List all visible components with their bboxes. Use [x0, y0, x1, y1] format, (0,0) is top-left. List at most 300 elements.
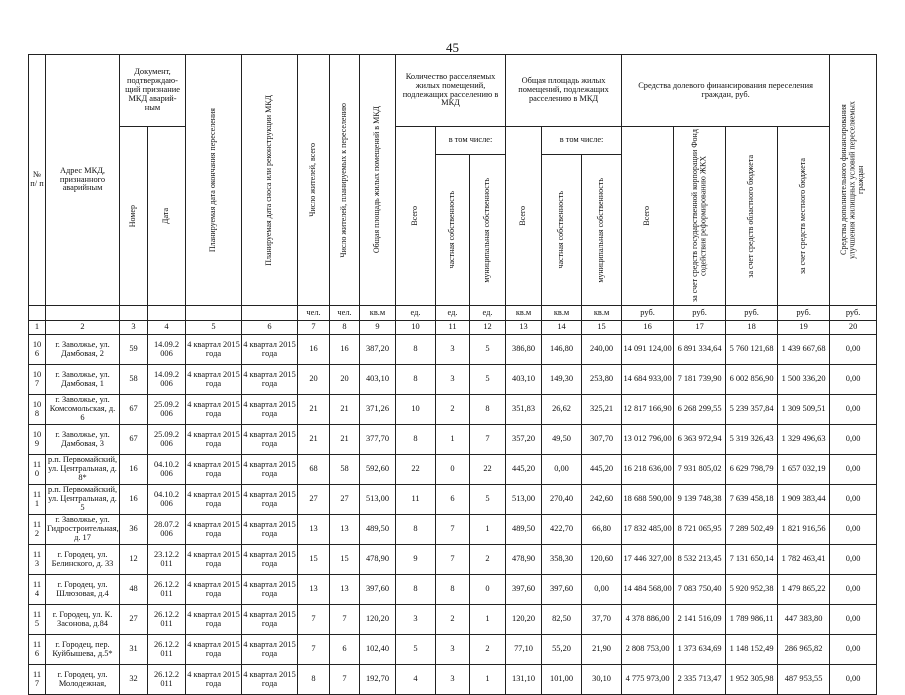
header-area-total — [506, 127, 542, 306]
address-cell: г. Заволжье, ул. Дамбовая, 2 — [46, 335, 120, 365]
data-cell: 6 — [436, 485, 470, 515]
data-cell: 8 — [396, 515, 436, 545]
data-cell: 1 821 916,56 — [778, 515, 830, 545]
data-cell: 8 — [396, 575, 436, 605]
data-cell: 146,80 — [542, 335, 582, 365]
unit-cell: кв.м — [542, 306, 582, 321]
column-index-cell: 11 — [436, 321, 470, 335]
data-cell: 26.12.2 011 — [148, 575, 186, 605]
data-cell: 7 289 502,49 — [726, 515, 778, 545]
data-cell: 25.09.2 006 — [148, 425, 186, 455]
data-cell: 2 — [436, 395, 470, 425]
column-index-cell: 18 — [726, 321, 778, 335]
data-cell: 1 909 383,44 — [778, 485, 830, 515]
data-cell: 192,70 — [360, 665, 396, 695]
header-count-private — [436, 155, 470, 306]
data-cell: 1 373 634,69 — [674, 635, 726, 665]
address-cell: г. Городец, пер. Куйбышева, д.5* — [46, 635, 120, 665]
data-cell: 7 131 650,14 — [726, 545, 778, 575]
data-cell: 20 — [298, 365, 330, 395]
data-cell: 22 — [470, 455, 506, 485]
data-cell: 04.10.2 006 — [148, 485, 186, 515]
data-cell: 445,20 — [582, 455, 622, 485]
data-cell: 55,20 — [542, 635, 582, 665]
column-index-cell: 7 — [298, 321, 330, 335]
data-cell: 68 — [298, 455, 330, 485]
data-cell: 1 — [470, 605, 506, 635]
unit-cell: ед. — [436, 306, 470, 321]
data-cell: 0,00 — [830, 455, 877, 485]
data-cell: 16 — [120, 455, 148, 485]
data-cell: 11 6 — [29, 635, 46, 665]
data-cell: 8 — [470, 395, 506, 425]
data-cell: 11 0 — [29, 455, 46, 485]
column-index-cell: 1 — [29, 321, 46, 335]
data-cell: 5 — [470, 335, 506, 365]
unit-cell: чел. — [298, 306, 330, 321]
data-cell: 2 — [470, 635, 506, 665]
data-cell: 4 квартал 2015 года — [242, 485, 298, 515]
data-cell: 478,90 — [360, 545, 396, 575]
data-cell: 286 965,82 — [778, 635, 830, 665]
table-row — [29, 365, 877, 395]
table-row — [29, 575, 877, 605]
header-planned-demolish — [242, 55, 298, 306]
header-fund-corp-text: за счет средств государственной корпорации Фонд содействия реформированию ЖКХ — [690, 129, 708, 303]
data-cell: 82,50 — [542, 605, 582, 635]
data-cell: 10 9 — [29, 425, 46, 455]
data-cell: 131,10 — [506, 665, 542, 695]
data-cell: 26.12.2 011 — [148, 605, 186, 635]
column-index-cell: 13 — [506, 321, 542, 335]
data-cell: 14 091 124,00 — [622, 335, 674, 365]
header-area-total-text: Всего — [518, 206, 528, 226]
header-fund-local-text: за счет средств местного бюджета — [798, 157, 808, 275]
header-fund-region-text: за счет средств областного бюджета — [746, 154, 756, 278]
data-cell: 0,00 — [542, 455, 582, 485]
column-index-row — [29, 321, 877, 335]
data-cell: 357,20 — [506, 425, 542, 455]
header-count-incl: в том числе: — [436, 127, 506, 155]
data-cell: 397,60 — [542, 575, 582, 605]
data-cell: 0,00 — [830, 575, 877, 605]
data-cell: 4 775 973,00 — [622, 665, 674, 695]
data-cell: 0 — [470, 575, 506, 605]
data-cell: 10 8 — [29, 395, 46, 425]
data-cell: 27 — [330, 485, 360, 515]
data-cell: 1 — [470, 515, 506, 545]
header-residents-total — [298, 55, 330, 306]
data-cell: 59 — [120, 335, 148, 365]
data-cell: 2 335 713,47 — [674, 665, 726, 695]
data-cell: 4 квартал 2015 года — [186, 515, 242, 545]
data-cell: 6 891 334,64 — [674, 335, 726, 365]
data-cell: 10 6 — [29, 335, 46, 365]
data-cell: 8 721 065,95 — [674, 515, 726, 545]
data-cell: 387,20 — [360, 335, 396, 365]
data-cell: 36 — [120, 515, 148, 545]
column-index-cell: 6 — [242, 321, 298, 335]
data-cell: 4 квартал 2015 года — [186, 425, 242, 455]
header-total-area — [360, 55, 396, 306]
column-index-cell: 15 — [582, 321, 622, 335]
data-cell: 13 — [330, 515, 360, 545]
data-cell: 8 — [436, 575, 470, 605]
data-cell: 14 684 933,00 — [622, 365, 674, 395]
header-planned-end — [186, 55, 242, 306]
header-fund-corp — [674, 127, 726, 306]
data-cell: 04.10.2 006 — [148, 455, 186, 485]
data-cell: 28.07.2 006 — [148, 515, 186, 545]
address-cell: г. Городец, ул. Шлюзовая, д.4 — [46, 575, 120, 605]
data-cell: 513,00 — [506, 485, 542, 515]
data-cell: 13 — [330, 575, 360, 605]
address-cell: г. Заволжье, ул. Гидростроительная, д. 17 — [46, 515, 120, 545]
data-cell: 7 — [330, 605, 360, 635]
data-cell: 1 — [436, 425, 470, 455]
unit-cell — [46, 306, 120, 321]
data-cell: 8 532 213,45 — [674, 545, 726, 575]
column-index-cell: 10 — [396, 321, 436, 335]
data-cell: 23.12.2 011 — [148, 545, 186, 575]
unit-cell: чел. — [330, 306, 360, 321]
column-index-cell: 9 — [360, 321, 396, 335]
data-cell: 403,10 — [506, 365, 542, 395]
data-cell: 240,00 — [582, 335, 622, 365]
data-cell: 397,60 — [360, 575, 396, 605]
data-cell: 0,00 — [582, 575, 622, 605]
unit-cell: руб. — [726, 306, 778, 321]
header-funds-total-text: Всего — [642, 206, 652, 226]
data-cell: 1 309 509,51 — [778, 395, 830, 425]
data-cell: 0,00 — [830, 395, 877, 425]
header-planned-end-text: Планируемая дата окончания переселения — [208, 107, 218, 253]
data-cell: 37,70 — [582, 605, 622, 635]
data-cell: 4 квартал 2015 года — [186, 365, 242, 395]
data-cell: 49,50 — [542, 425, 582, 455]
data-cell: 4 квартал 2015 года — [186, 545, 242, 575]
header-area-group: Общая площадь жилых помещений, подлежащих расселению в МКД — [506, 55, 622, 127]
header-fund-region — [726, 127, 778, 306]
data-cell: 58 — [330, 455, 360, 485]
data-cell: 0,00 — [830, 605, 877, 635]
data-cell: 7 181 739,90 — [674, 365, 726, 395]
data-cell: 10 7 — [29, 365, 46, 395]
data-cell: 4 квартал 2015 года — [186, 665, 242, 695]
data-cell: 358,30 — [542, 545, 582, 575]
data-cell: 27 — [298, 485, 330, 515]
header-doc-date-text: Дата — [161, 208, 171, 224]
data-cell: 397,60 — [506, 575, 542, 605]
data-cell: 1 439 667,68 — [778, 335, 830, 365]
table-row — [29, 395, 877, 425]
data-cell: 5 — [396, 635, 436, 665]
data-cell: 377,70 — [360, 425, 396, 455]
data-cell: 478,90 — [506, 545, 542, 575]
data-cell: 4 квартал 2015 года — [186, 395, 242, 425]
unit-cell: кв.м — [360, 306, 396, 321]
data-cell: 4 квартал 2015 года — [242, 425, 298, 455]
data-cell: 4 квартал 2015 года — [242, 635, 298, 665]
data-cell: 17 832 485,00 — [622, 515, 674, 545]
data-cell: 0,00 — [830, 335, 877, 365]
data-cell: 4 квартал 2015 года — [186, 485, 242, 515]
address-cell: г. Заволжье, ул. Комсомольская, д. 6 — [46, 395, 120, 425]
data-cell: 2 — [470, 545, 506, 575]
data-cell: 7 — [298, 605, 330, 635]
data-cell: 4 квартал 2015 года — [186, 335, 242, 365]
address-cell: г. Городец, ул. Белинского, д. 33 — [46, 545, 120, 575]
data-cell: 48 — [120, 575, 148, 605]
column-index-cell: 8 — [330, 321, 360, 335]
unit-cell: ед. — [396, 306, 436, 321]
data-cell: 26.12.2 011 — [148, 635, 186, 665]
data-cell: 18 688 590,00 — [622, 485, 674, 515]
column-index-cell: 2 — [46, 321, 120, 335]
data-cell: 1 952 305,98 — [726, 665, 778, 695]
data-cell: 21 — [298, 395, 330, 425]
table-row — [29, 605, 877, 635]
data-cell: 2 — [436, 605, 470, 635]
header-no: № п/ п — [29, 55, 46, 306]
header-residents-planned — [330, 55, 360, 306]
data-cell: 26.12.2 011 — [148, 665, 186, 695]
header-count-private-text: частная собственность — [447, 191, 457, 270]
data-cell: 101,00 — [542, 665, 582, 695]
data-cell: 489,50 — [506, 515, 542, 545]
data-cell: 16 — [298, 335, 330, 365]
column-index-cell: 12 — [470, 321, 506, 335]
data-cell: 0,00 — [830, 665, 877, 695]
data-cell: 371,26 — [360, 395, 396, 425]
data-cell: 351,83 — [506, 395, 542, 425]
data-cell: 1 500 336,20 — [778, 365, 830, 395]
data-cell: 1 148 152,49 — [726, 635, 778, 665]
header-area-incl: в том числе: — [542, 127, 622, 155]
data-cell: 15 — [330, 545, 360, 575]
data-cell: 4 квартал 2015 года — [242, 515, 298, 545]
data-cell: 2 808 753,00 — [622, 635, 674, 665]
header-funds-group: Средства долевого финансирования переселения граждан, руб. — [622, 55, 830, 127]
table-row — [29, 515, 877, 545]
column-index-cell: 16 — [622, 321, 674, 335]
data-cell: 1 — [470, 665, 506, 695]
header-area-municipal — [582, 155, 622, 306]
address-cell: г. Городец, ул. К. Засонова, д.84 — [46, 605, 120, 635]
data-cell: 4 квартал 2015 года — [186, 455, 242, 485]
data-cell: 9 139 748,38 — [674, 485, 726, 515]
table-row — [29, 485, 877, 515]
data-cell: 253,80 — [582, 365, 622, 395]
header-area-private-text: частная собственность — [556, 191, 566, 270]
unit-cell — [120, 306, 148, 321]
data-cell: 270,40 — [542, 485, 582, 515]
data-cell: 487 953,55 — [778, 665, 830, 695]
data-cell: 3 — [436, 665, 470, 695]
column-index-cell: 14 — [542, 321, 582, 335]
data-cell: 149,30 — [542, 365, 582, 395]
data-cell: 4 — [396, 665, 436, 695]
data-cell: 22 — [396, 455, 436, 485]
page-number: 45 — [446, 40, 459, 55]
data-cell: 77,10 — [506, 635, 542, 665]
data-cell: 27 — [120, 605, 148, 635]
data-cell: 120,60 — [582, 545, 622, 575]
data-cell: 7 083 750,40 — [674, 575, 726, 605]
header-total-area-text: Общая площадь жилых помещений в МКД — [372, 106, 382, 254]
data-cell: 11 2 — [29, 515, 46, 545]
header-document: Документ, подтверждаю-щий признание МКД аварий-ным — [120, 55, 186, 127]
data-cell: 1 657 032,19 — [778, 455, 830, 485]
data-cell: 422,70 — [542, 515, 582, 545]
address-cell: р.п. Первомайский, ул. Центральная, д. 8* — [46, 455, 120, 485]
header-area-private — [542, 155, 582, 306]
data-cell: 445,20 — [506, 455, 542, 485]
data-cell: 8 — [396, 425, 436, 455]
data-cell: 11 3 — [29, 545, 46, 575]
data-cell: 4 квартал 2015 года — [242, 365, 298, 395]
data-cell: 4 квартал 2015 года — [242, 575, 298, 605]
data-cell: 0,00 — [830, 635, 877, 665]
data-cell: 3 — [436, 365, 470, 395]
data-cell: 21 — [298, 425, 330, 455]
header-doc-date — [148, 127, 186, 306]
data-cell: 16 — [330, 335, 360, 365]
data-cell: 4 378 886,00 — [622, 605, 674, 635]
unit-cell: кв.м — [582, 306, 622, 321]
column-index-cell: 5 — [186, 321, 242, 335]
data-cell: 2 141 516,09 — [674, 605, 726, 635]
data-cell: 16 — [120, 485, 148, 515]
data-cell: 489,50 — [360, 515, 396, 545]
column-index-cell: 20 — [830, 321, 877, 335]
table-header — [29, 55, 877, 335]
table-row — [29, 455, 877, 485]
header-count-municipal-text: муниципальная собственность — [482, 177, 492, 283]
data-cell: 6 268 299,55 — [674, 395, 726, 425]
resettlement-table — [28, 54, 877, 695]
data-cell: 4 квартал 2015 года — [186, 605, 242, 635]
data-cell: 592,60 — [360, 455, 396, 485]
data-cell: 5 319 326,43 — [726, 425, 778, 455]
header-address: Адрес МКД, признанного аварийным — [46, 55, 120, 306]
data-cell: 1 329 496,63 — [778, 425, 830, 455]
data-cell: 6 629 798,79 — [726, 455, 778, 485]
header-area-municipal-text: муниципальная собственность — [596, 177, 606, 283]
data-cell: 20 — [330, 365, 360, 395]
header-extra-funds-text: Средства дополнительного финансирования улучшения жилищных условий переселяемых граждан — [839, 101, 866, 259]
data-cell: 242,60 — [582, 485, 622, 515]
address-cell: г. Заволжье, ул. Дамбовая, 3 — [46, 425, 120, 455]
address-cell: г. Заволжье, ул. Дамбовая, 1 — [46, 365, 120, 395]
header-count-group: Количество расселяемых жилых помещений, подлежащих расселению в МКД — [396, 55, 506, 127]
data-cell: 7 931 805,02 — [674, 455, 726, 485]
data-cell: 6 363 972,94 — [674, 425, 726, 455]
data-cell: 13 — [298, 575, 330, 605]
unit-cell — [148, 306, 186, 321]
data-cell: 3 — [396, 605, 436, 635]
header-count-municipal — [470, 155, 506, 306]
header-count-total — [396, 127, 436, 306]
units-row — [29, 306, 877, 321]
data-cell: 16 218 636,00 — [622, 455, 674, 485]
data-cell: 25.09.2 006 — [148, 395, 186, 425]
data-cell: 3 — [436, 335, 470, 365]
data-cell: 13 012 796,00 — [622, 425, 674, 455]
data-cell: 4 квартал 2015 года — [242, 395, 298, 425]
data-cell: 8 — [396, 335, 436, 365]
header-planned-demolish-text: Планируемая дата сноса или реконструкции МКД — [264, 94, 274, 266]
unit-cell: руб. — [674, 306, 726, 321]
data-cell: 12 817 166,90 — [622, 395, 674, 425]
table-row — [29, 335, 877, 365]
unit-cell: руб. — [622, 306, 674, 321]
data-cell: 8 — [298, 665, 330, 695]
data-cell: 11 7 — [29, 665, 46, 695]
data-cell: 120,20 — [506, 605, 542, 635]
header-doc-number-text: Номер — [128, 204, 138, 228]
header-count-total-text: Всего — [410, 206, 420, 226]
data-cell: 9 — [396, 545, 436, 575]
header-fund-local — [778, 127, 830, 306]
data-cell: 32 — [120, 665, 148, 695]
data-cell: 0,00 — [830, 425, 877, 455]
table-body — [29, 335, 877, 695]
data-cell: 1 789 986,11 — [726, 605, 778, 635]
data-cell: 307,70 — [582, 425, 622, 455]
column-index-cell: 17 — [674, 321, 726, 335]
data-cell: 0 — [436, 455, 470, 485]
data-cell: 67 — [120, 425, 148, 455]
data-cell: 21 — [330, 425, 360, 455]
data-cell: 1 479 865,22 — [778, 575, 830, 605]
data-cell: 1 782 463,41 — [778, 545, 830, 575]
data-cell: 11 5 — [29, 605, 46, 635]
address-cell: р.п. Первомайский, ул. Центральная, д. 5 — [46, 485, 120, 515]
data-cell: 5 760 121,68 — [726, 335, 778, 365]
data-cell: 403,10 — [360, 365, 396, 395]
data-cell: 4 квартал 2015 года — [242, 545, 298, 575]
data-cell: 120,20 — [360, 605, 396, 635]
data-cell: 58 — [120, 365, 148, 395]
table-row — [29, 635, 877, 665]
unit-cell: руб. — [830, 306, 877, 321]
header-residents-total-text: Число жителей, всего — [308, 143, 318, 217]
header-funds-total — [622, 127, 674, 306]
column-index-cell: 4 — [148, 321, 186, 335]
data-cell: 7 — [436, 545, 470, 575]
data-cell: 102,40 — [360, 635, 396, 665]
address-cell: г. Городец, ул. Молодежная, — [46, 665, 120, 695]
data-cell: 21,90 — [582, 635, 622, 665]
data-cell: 12 — [120, 545, 148, 575]
data-cell: 7 — [436, 515, 470, 545]
data-cell: 14.09.2 006 — [148, 365, 186, 395]
column-index-cell: 3 — [120, 321, 148, 335]
data-cell: 13 — [298, 515, 330, 545]
data-cell: 7 — [330, 665, 360, 695]
data-cell: 4 квартал 2015 года — [242, 605, 298, 635]
unit-cell: ед. — [470, 306, 506, 321]
data-cell: 0,00 — [830, 365, 877, 395]
data-cell: 386,80 — [506, 335, 542, 365]
data-cell: 4 квартал 2015 года — [186, 635, 242, 665]
header-extra-funds — [830, 55, 877, 306]
data-cell: 6 002 856,90 — [726, 365, 778, 395]
data-cell: 5 — [470, 365, 506, 395]
data-cell: 513,00 — [360, 485, 396, 515]
data-cell: 4 квартал 2015 года — [242, 665, 298, 695]
